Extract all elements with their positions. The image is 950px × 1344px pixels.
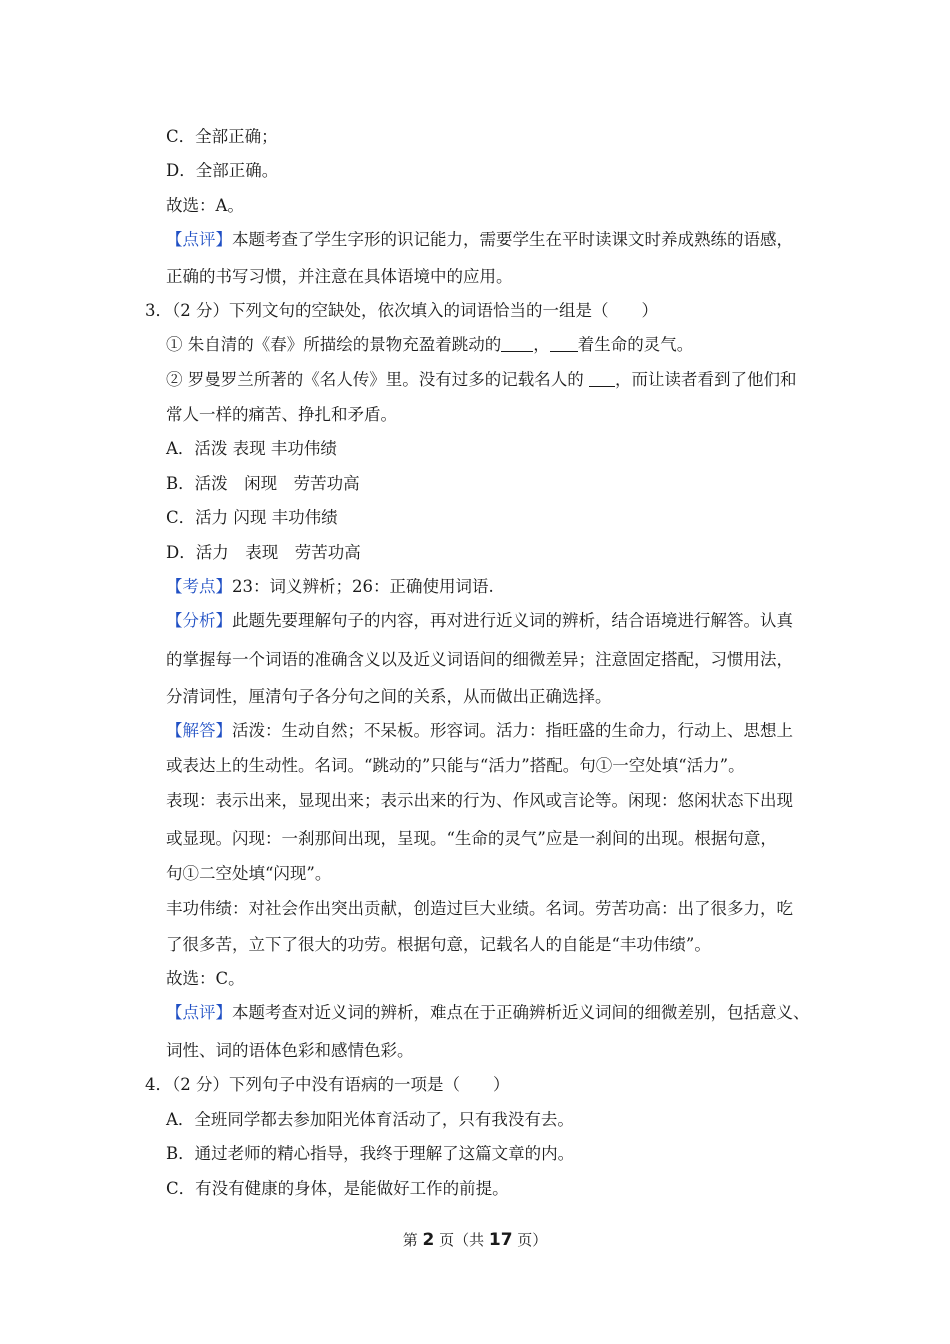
q3-answer: 故选：C。 (166, 969, 245, 988)
page-footer (0, 1229, 950, 1251)
footer-text: 第 (402, 1231, 423, 1249)
sentence-text: 着生命的灵气。 (577, 335, 694, 354)
solution-tag: 【解答】 (166, 721, 232, 740)
q3-option-d: D．活力 表现 劳苦功高 (166, 543, 361, 562)
q3-option-c: C．活力 闪现 丰功伟绩 (166, 508, 338, 527)
q2-option-d: D．全部正确。 (166, 161, 279, 180)
q3-solution-line-2: 或表达上的生动性。名词。“跳动的”只能与“活力”搭配。句①一空处填“活力”。 (166, 756, 745, 775)
q3-solution-line-1 (166, 720, 793, 742)
q3-solution-line-4: 或显现。闪现：一刹那间出现，呈现。“生命的灵气”应是一刹间的出现。根据句意， (166, 829, 777, 848)
question-stem-text: （2 分）下列文句的空缺处，依次填入的词语恰当的一组是（ ） (172, 301, 658, 320)
q2-answer: 故选：A。 (166, 196, 244, 215)
q3-comment-line-2: 词性、词的语体色彩和感情色彩。 (166, 1041, 414, 1060)
fill-blank (550, 335, 578, 352)
q3-solution-line-3: 表现：表示出来，显现出来；表示出来的行为、作风或言论等。闲现：悠闲状态下出现 (166, 791, 793, 810)
q3-analysis-line-3: 分清词性，厘清句子各分句之间的关系，从而做出正确选择。 (166, 687, 612, 706)
q3-sentence-2 (166, 369, 797, 391)
footer-text: 页） (512, 1231, 548, 1249)
q2-comment-line-2: 正确的书写习惯，并注意在具体语境中的应用。 (166, 267, 513, 286)
comment-text: 本题考查对近义词的辨析，难点在于正确辨析近义词间的细微差别，包括意义、 (232, 1003, 810, 1022)
sentence-text: ， (533, 335, 550, 354)
analysis-tag: 【分析】 (166, 611, 232, 630)
footer-text: 页（共 (434, 1231, 489, 1249)
comment-tag: 【点评】 (166, 1003, 232, 1022)
q3-option-b: B．活泼 闲现 劳苦功高 (166, 474, 360, 493)
question-number: 4． (145, 1075, 172, 1094)
q3-sentence-1 (166, 334, 693, 356)
q3-comment-line-1 (166, 1002, 810, 1024)
question-stem-text: （2 分）下列句子中没有语病的一项是（ ） (172, 1075, 510, 1094)
analysis-text: 此题先要理解句子的内容，再对进行近义词的辨析，结合语境进行解答。认真 (232, 611, 793, 630)
sentence-text: ，而让读者看到了他们和 (615, 370, 797, 389)
q3-solution-line-7: 了很多苦，立下了很大的功劳。根据句意，记载名人的自能是“丰功伟绩”。 (166, 935, 711, 954)
question-number: 3． (145, 301, 172, 320)
q3-solution-line-5: 句①二空处填“闪现”。 (166, 864, 332, 883)
current-page-number: 2 (422, 1230, 435, 1250)
q3-stem (145, 300, 658, 322)
sentence-text: ② 罗曼罗兰所著的《名人传》里。没有过多的记载名人的 (166, 370, 589, 389)
q3-analysis-line-2: 的掌握每一个词语的准确含义以及近义词语间的细微差异；注意固定搭配，习惯用法， (166, 650, 793, 669)
q3-option-a: A．活泼 表现 丰功伟绩 (166, 439, 337, 458)
point-tag: 【考点】 (166, 577, 232, 596)
fill-blank (501, 335, 533, 352)
sentence-text: ① 朱自清的《春》所描绘的景物充盈着跳动的 (166, 335, 502, 354)
comment-tag: 【点评】 (166, 230, 232, 249)
q3-point (166, 576, 494, 598)
q4-option-b: B．通过老师的精心指导，我终于理解了这篇文章的内。 (166, 1144, 575, 1163)
comment-text: 本题考查了学生字形的识记能力，需要学生在平时读课文时养成熟练的语感， (232, 230, 793, 249)
q3-solution-line-6: 丰功伟绩：对社会作出突出贡献，创造过巨大业绩。名词。劳苦功高：出了很多力，吃 (166, 899, 793, 918)
q4-option-c: C．有没有健康的身体，是能做好工作的前提。 (166, 1179, 509, 1198)
fill-blank (589, 370, 615, 387)
q3-sentence-2-cont: 常人一样的痛苦、挣扎和矛盾。 (166, 405, 397, 424)
q4-option-a: A．全班同学都去参加阳光体育活动了，只有我没有去。 (166, 1110, 574, 1129)
q3-analysis-line-1 (166, 610, 793, 632)
q2-comment-line-1 (166, 229, 793, 251)
q4-stem (145, 1074, 510, 1096)
solution-text: 活泼：生动自然；不呆板。形容词。活力：指旺盛的生命力，行动上、思想上 (232, 721, 793, 740)
point-text: 23：词义辨析；26：正确使用词语. (232, 577, 494, 596)
q2-option-c: C．全部正确； (166, 127, 278, 146)
total-pages-number: 17 (488, 1230, 513, 1250)
